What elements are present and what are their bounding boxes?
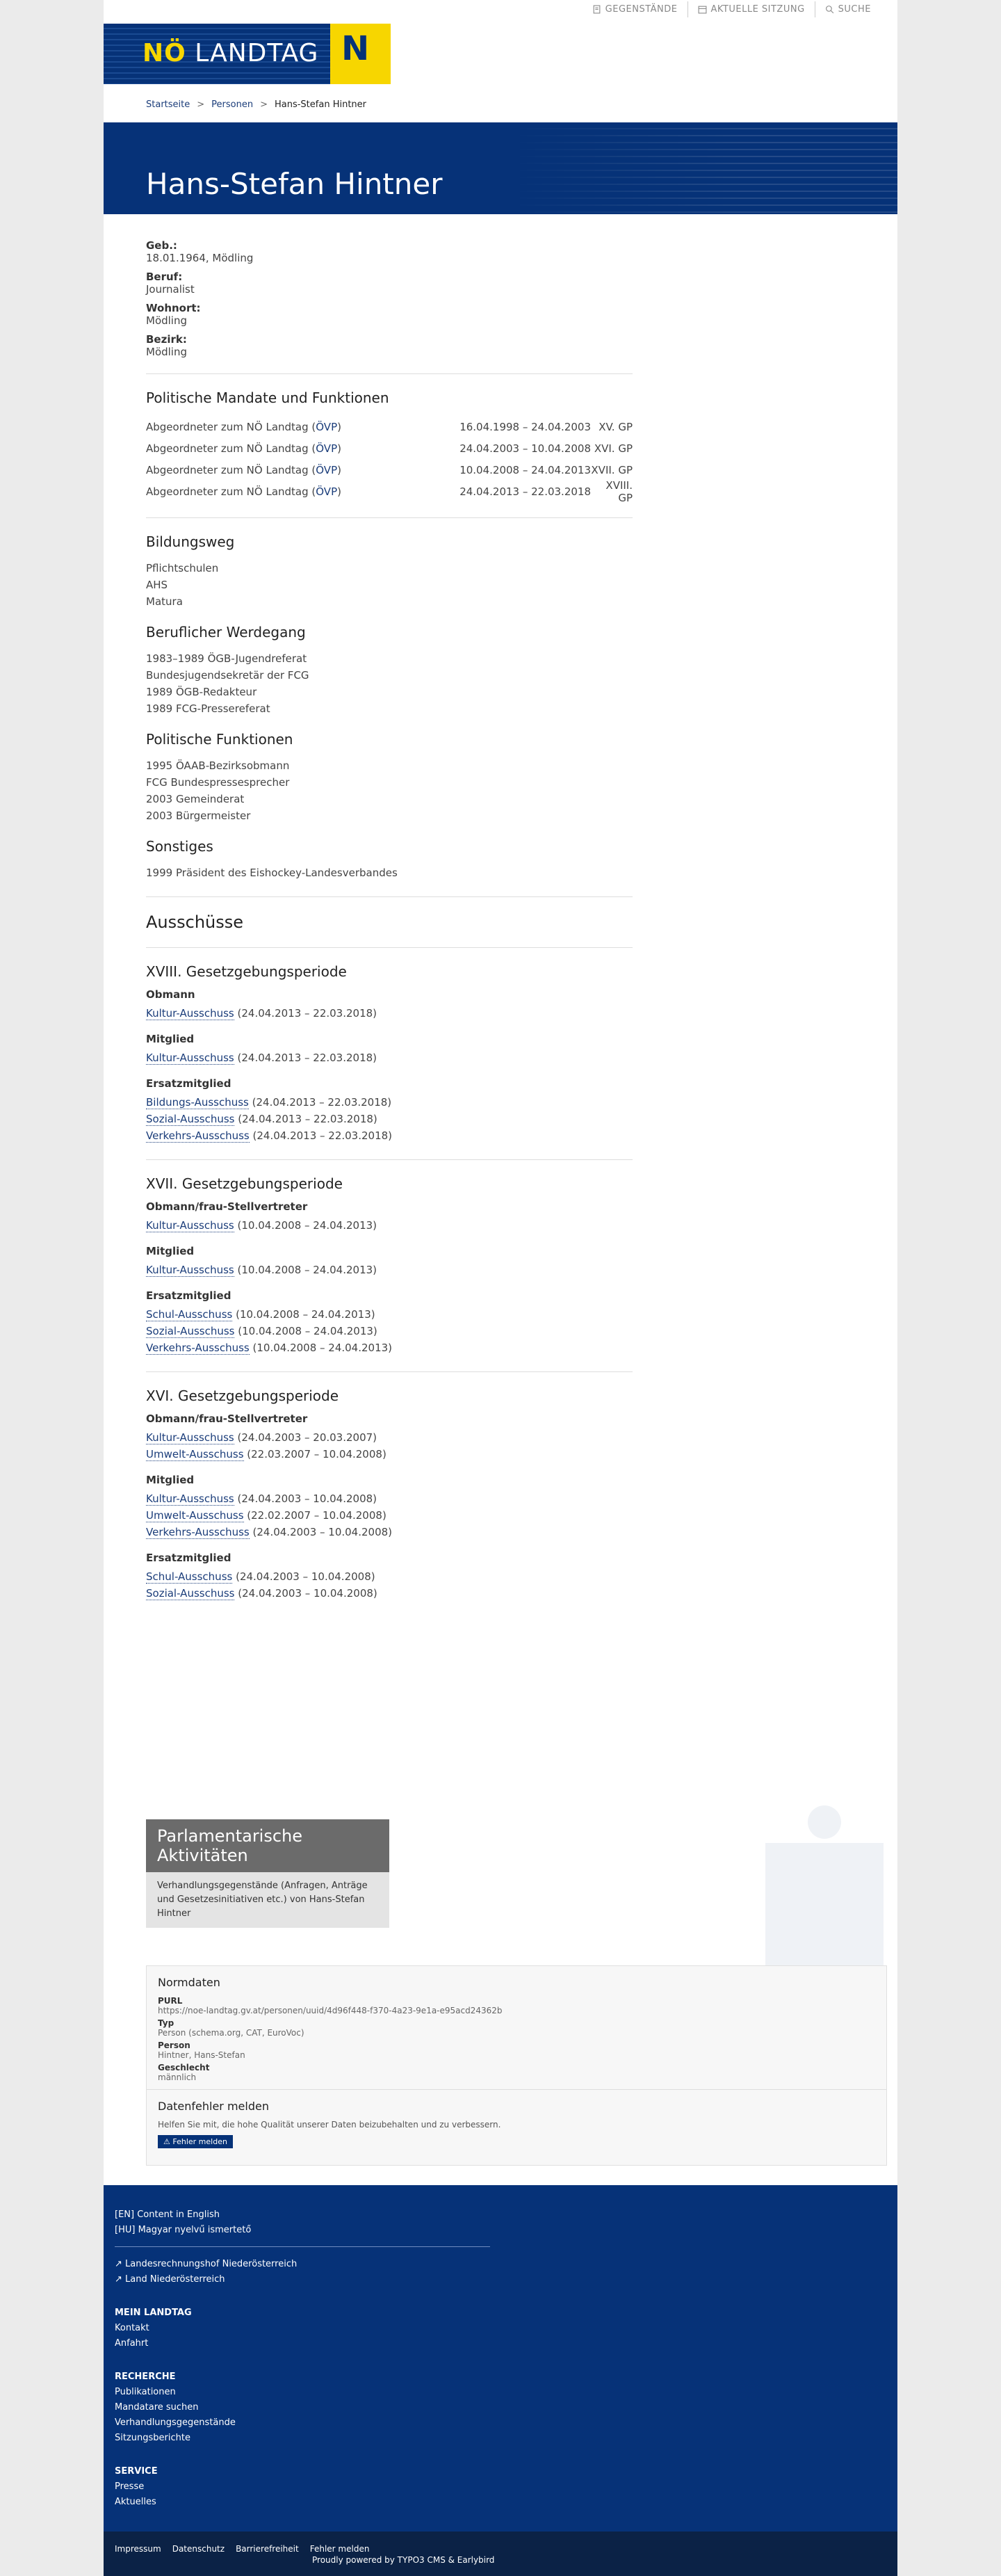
divider bbox=[146, 1371, 633, 1372]
committee-dates: (24.04.2003 – 10.04.2008) bbox=[234, 1587, 377, 1600]
committee-entry bbox=[146, 1585, 633, 1602]
bio-section bbox=[146, 731, 633, 824]
committee-dates: (24.04.2003 – 10.04.2008) bbox=[249, 1526, 393, 1538]
divider bbox=[146, 1159, 633, 1160]
bio-item: 2003 Gemeinderat bbox=[146, 793, 245, 805]
committee-period bbox=[146, 963, 633, 1144]
committee-entry bbox=[146, 1005, 633, 1022]
divider bbox=[146, 947, 633, 948]
toplink-suche[interactable] bbox=[815, 1, 881, 17]
committee-dates: (24.04.2003 – 10.04.2008) bbox=[232, 1570, 375, 1583]
bio-item: AHS bbox=[146, 579, 168, 591]
mandate-paren: ) bbox=[337, 442, 341, 455]
parliamentary-activities-text: Verhandlungsgegenstände (Anfragen, Anträge und Gesetzesinitiativen etc.) von Hans-Stefan Hintner bbox=[146, 1872, 389, 1928]
footer-external-label: Land Niederösterreich bbox=[125, 2274, 225, 2285]
footer-link[interactable]: Publikationen bbox=[115, 2387, 176, 2397]
mandate-period: XV. GP bbox=[599, 420, 633, 433]
divider bbox=[147, 2089, 886, 2090]
breadcrumb-current: Hans-Stefan Hintner bbox=[274, 99, 366, 110]
committee-entry bbox=[146, 1094, 633, 1111]
committee-link[interactable]: Verkehrs-Ausschuss bbox=[146, 1129, 250, 1142]
mandate-dates: 24.04.2013 – 22.03.2018 bbox=[459, 485, 591, 498]
report-error-title: Datenfehler melden bbox=[158, 2100, 269, 2113]
committee-link[interactable]: Verkehrs-Ausschuss bbox=[146, 1342, 250, 1354]
banner-lines bbox=[508, 122, 897, 214]
mandate-paren: ) bbox=[337, 463, 341, 476]
committee-role: Mitglied bbox=[146, 1033, 195, 1045]
committee-role: Mitglied bbox=[146, 1245, 195, 1257]
committee-dates: (22.02.2007 – 10.04.2008) bbox=[243, 1509, 386, 1522]
committee-dates: (24.04.2013 – 22.03.2018) bbox=[234, 1052, 377, 1064]
footer-link[interactable]: Aktuelles bbox=[115, 2497, 156, 2507]
committee-link[interactable]: Kultur-Ausschuss bbox=[146, 1492, 234, 1505]
footer bbox=[104, 2185, 897, 2531]
committee-link[interactable]: Umwelt-Ausschuss bbox=[146, 1448, 244, 1460]
footer-section-title: MEIN LANDTAG bbox=[115, 2308, 192, 2318]
committee-entry bbox=[146, 1524, 633, 1540]
footer-bottom-bar bbox=[104, 2531, 897, 2576]
fact-value: Mödling bbox=[146, 346, 188, 358]
committee-dates: (10.04.2008 – 24.04.2013) bbox=[232, 1308, 375, 1321]
document-icon bbox=[592, 5, 601, 14]
bottom-link[interactable]: Barrierefreiheit bbox=[236, 2544, 299, 2554]
normdaten-key: PURL bbox=[158, 1996, 183, 2006]
mandate-title bbox=[146, 442, 438, 455]
toplink-aktuelle-sitzung[interactable] bbox=[687, 1, 815, 17]
bio-item: Pflichtschulen bbox=[146, 562, 219, 574]
mandate-period: XVIII. GP bbox=[605, 478, 633, 504]
committee-link[interactable]: Kultur-Ausschuss bbox=[146, 1219, 234, 1232]
period-heading: XVIII. Gesetzgebungsperiode bbox=[146, 963, 347, 980]
mandate-period: XVII. GP bbox=[591, 463, 633, 476]
committee-entry bbox=[146, 1111, 633, 1127]
logo-text bbox=[143, 39, 318, 67]
normdaten-fields bbox=[158, 1996, 875, 2082]
normdaten-value: Person (schema.org, CAT, EuroVoc) bbox=[158, 2028, 304, 2038]
committee-dates: (24.04.2013 – 22.03.2018) bbox=[248, 1096, 392, 1109]
committee-entry bbox=[146, 1339, 633, 1356]
committee-link[interactable]: Umwelt-Ausschuss bbox=[146, 1509, 244, 1522]
committee-link[interactable]: Kultur-Ausschuss bbox=[146, 1264, 234, 1276]
calendar-icon bbox=[698, 5, 707, 14]
bio-heading: Sonstiges bbox=[146, 838, 213, 855]
mandate-dates: 10.04.2008 – 24.04.2013 bbox=[459, 463, 591, 476]
normdaten-value: männlich bbox=[158, 2072, 197, 2082]
bio-item: Matura bbox=[146, 595, 183, 608]
logo-prefix: NÖ bbox=[143, 39, 186, 67]
parliamentary-activities-title: Parlamentarische Aktivitäten bbox=[146, 1819, 389, 1872]
committees-heading: Ausschüsse bbox=[146, 912, 244, 932]
main-content bbox=[146, 239, 633, 1602]
mandate-title bbox=[146, 464, 438, 476]
committee-entry bbox=[146, 1127, 633, 1144]
site-logo[interactable] bbox=[104, 24, 391, 84]
committee-role: Ersatzmitglied bbox=[146, 1552, 231, 1564]
footer-links bbox=[115, 2207, 490, 2510]
normdaten-value: https://noe-landtag.gv.at/personen/uuid/4d96f448-f370-4a23-9e1a-e95acd24362b bbox=[158, 2006, 503, 2015]
committee-entry bbox=[146, 1323, 633, 1339]
mandate-period: XVI. GP bbox=[594, 442, 633, 455]
bottom-link[interactable]: Fehler melden bbox=[309, 2544, 370, 2554]
toplink-label: SUCHE bbox=[838, 4, 871, 15]
footer-link[interactable]: Mandatare suchen bbox=[115, 2402, 199, 2413]
committee-dates: (10.04.2008 – 24.04.2013) bbox=[249, 1342, 393, 1354]
committee-dates: (10.04.2008 – 24.04.2013) bbox=[234, 1325, 377, 1337]
committee-role: Ersatzmitglied bbox=[146, 1289, 231, 1302]
logo-word: LANDTAG bbox=[195, 39, 319, 67]
mandate-row bbox=[146, 478, 633, 504]
footer-link[interactable]: Presse bbox=[115, 2481, 145, 2492]
report-error-text: Helfen Sie mit, die hohe Qualität unserer Daten beizubehalten und zu verbessern. bbox=[158, 2120, 501, 2130]
breadcrumb-separator: > bbox=[197, 99, 205, 110]
toplink-label: AKTUELLE SITZUNG bbox=[710, 4, 805, 15]
committee-link[interactable]: Sozial-Ausschuss bbox=[146, 1113, 235, 1125]
divider bbox=[146, 373, 633, 374]
mandate-text: Abgeordneter zum NÖ Landtag ( bbox=[146, 485, 316, 498]
committee-link[interactable]: Kultur-Ausschuss bbox=[146, 1052, 234, 1064]
bio-item: 1995 ÖAAB-Bezirksobmann bbox=[146, 759, 290, 772]
committee-link[interactable]: Schul-Ausschuss bbox=[146, 1308, 233, 1321]
party-link[interactable]: ÖVP bbox=[316, 463, 338, 476]
committee-role: Obmann/frau-Stellvertreter bbox=[146, 1412, 308, 1425]
committees-list bbox=[146, 963, 633, 1602]
mandate-title bbox=[146, 421, 438, 433]
committee-entry bbox=[146, 1490, 633, 1507]
footer-lang-link[interactable]: [EN] Content in English bbox=[115, 2209, 220, 2220]
fact-label: Beruf: bbox=[146, 271, 183, 283]
normdaten-key: Geschlecht bbox=[158, 2063, 210, 2072]
breadcrumb-home[interactable]: Startseite bbox=[146, 99, 190, 110]
page bbox=[104, 0, 897, 2576]
committee-link[interactable]: Sozial-Ausschuss bbox=[146, 1325, 235, 1337]
bottom-links bbox=[115, 2544, 369, 2554]
footer-section-title: SERVICE bbox=[115, 2466, 158, 2477]
committee-entry bbox=[146, 1446, 633, 1463]
bio-item: FCG Bundespressesprecher bbox=[146, 776, 290, 789]
mandates-list bbox=[146, 416, 633, 502]
footer-link[interactable]: Verhandlungsgegenstände bbox=[115, 2417, 236, 2428]
footer-external-label: Landesrechnungshof Niederösterreich bbox=[125, 2259, 298, 2269]
committee-period bbox=[146, 1175, 633, 1356]
bio-item: 1989 FCG-Pressereferat bbox=[146, 702, 270, 715]
search-icon bbox=[825, 5, 834, 14]
footer-external-link[interactable] bbox=[115, 2257, 490, 2272]
fact-label: Bezirk: bbox=[146, 333, 187, 346]
breadcrumb bbox=[146, 99, 366, 110]
committee-entry bbox=[146, 1507, 633, 1524]
committee-link[interactable]: Schul-Ausschuss bbox=[146, 1570, 233, 1583]
external-link-icon: ↗ bbox=[115, 2274, 126, 2285]
committee-period bbox=[146, 1387, 633, 1602]
toplink-label: GEGENSTÄNDE bbox=[605, 4, 678, 15]
committee-entry bbox=[146, 1568, 633, 1585]
committee-entry bbox=[146, 1429, 633, 1446]
committee-entry bbox=[146, 1217, 633, 1234]
divider bbox=[146, 517, 633, 518]
fact-label: Wohnort: bbox=[146, 302, 201, 314]
bio-section bbox=[146, 624, 633, 717]
footer-link[interactable]: Sitzungsberichte bbox=[115, 2433, 190, 2443]
page-header-banner bbox=[104, 122, 897, 214]
bio-heading: Politische Funktionen bbox=[146, 731, 293, 748]
committee-dates: (24.04.2003 – 10.04.2008) bbox=[234, 1492, 377, 1505]
committee-dates: (10.04.2008 – 24.04.2013) bbox=[234, 1219, 377, 1232]
committee-dates: (22.03.2007 – 10.04.2008) bbox=[243, 1448, 386, 1460]
warning-icon: ⚠ bbox=[163, 2137, 173, 2146]
bio-sections bbox=[146, 533, 633, 881]
toplink-gegenstaende[interactable] bbox=[583, 1, 687, 17]
footer-section-title: RECHERCHE bbox=[115, 2372, 176, 2382]
breadcrumb-personen[interactable]: Personen bbox=[211, 99, 254, 110]
normdaten-box bbox=[146, 1965, 887, 2166]
committee-dates: (24.04.2013 – 22.03.2018) bbox=[234, 1113, 377, 1125]
mandate-text: Abgeordneter zum NÖ Landtag ( bbox=[146, 420, 316, 433]
committee-role: Obmann/frau-Stellvertreter bbox=[146, 1200, 308, 1213]
parliamentary-activities-box[interactable] bbox=[146, 1819, 389, 1928]
fact-value: Journalist bbox=[146, 283, 195, 296]
mandate-dates: 24.04.2003 – 10.04.2008 bbox=[459, 442, 591, 455]
bio-section bbox=[146, 838, 633, 881]
mandate-row bbox=[146, 437, 633, 459]
committee-link[interactable]: Bildungs-Ausschuss bbox=[146, 1096, 249, 1109]
party-link[interactable]: ÖVP bbox=[316, 442, 338, 455]
top-links bbox=[583, 1, 881, 17]
committee-role: Mitglied bbox=[146, 1474, 195, 1486]
fact-label: Geb.: bbox=[146, 239, 177, 252]
period-heading: XVI. Gesetzgebungsperiode bbox=[146, 1387, 339, 1404]
divider bbox=[146, 896, 633, 897]
footer-lang-link[interactable]: [HU] Magyar nyelvű ismertető bbox=[115, 2225, 252, 2235]
footer-divider bbox=[115, 2246, 490, 2247]
committee-link[interactable]: Sozial-Ausschuss bbox=[146, 1587, 235, 1600]
committee-entry bbox=[146, 1049, 633, 1066]
bio-item: 1999 Präsident des Eishockey-Landesverbandes bbox=[146, 867, 398, 879]
fact-value: Mödling bbox=[146, 314, 188, 327]
external-link-icon: ↗ bbox=[115, 2259, 126, 2269]
mandate-text: Abgeordneter zum NÖ Landtag ( bbox=[146, 463, 316, 476]
powered-by: Proudly powered by TYPO3 CMS & Earlybird bbox=[312, 2555, 495, 2565]
mandate-title bbox=[146, 485, 438, 498]
bio-item: 2003 Bürgermeister bbox=[146, 810, 251, 822]
report-error-label: Fehler melden bbox=[172, 2137, 227, 2146]
committee-entry bbox=[146, 1306, 633, 1323]
bio-heading: Beruflicher Werdegang bbox=[146, 624, 306, 641]
mandate-row bbox=[146, 459, 633, 481]
mandate-paren: ) bbox=[337, 420, 341, 433]
committee-role: Ersatzmitglied bbox=[146, 1077, 231, 1090]
committee-entry bbox=[146, 1262, 633, 1278]
logo-badge-letter: N bbox=[341, 29, 370, 68]
mandate-paren: ) bbox=[337, 485, 341, 498]
party-link[interactable]: ÖVP bbox=[316, 485, 338, 498]
mandate-dates: 16.04.1998 – 24.04.2003 bbox=[459, 420, 591, 433]
committee-link[interactable]: Verkehrs-Ausschuss bbox=[146, 1526, 250, 1538]
bottom-link[interactable]: Datenschutz bbox=[172, 2544, 225, 2554]
committee-dates: (10.04.2008 – 24.04.2013) bbox=[234, 1264, 377, 1276]
breadcrumb-separator: > bbox=[260, 99, 268, 110]
footer-external-link[interactable] bbox=[115, 2272, 490, 2287]
party-link[interactable]: ÖVP bbox=[316, 420, 338, 433]
bio-heading: Bildungsweg bbox=[146, 533, 235, 550]
committee-role: Obmann bbox=[146, 988, 195, 1001]
committee-link[interactable]: Kultur-Ausschuss bbox=[146, 1007, 234, 1020]
committee-dates: (24.04.2013 – 22.03.2018) bbox=[249, 1129, 393, 1142]
report-error-button[interactable] bbox=[158, 2135, 233, 2148]
page-title: Hans-Stefan Hintner bbox=[146, 167, 443, 201]
footer-link[interactable]: Kontakt bbox=[115, 2323, 149, 2333]
footer-link[interactable]: Anfahrt bbox=[115, 2338, 149, 2349]
committee-dates: (24.04.2013 – 22.03.2018) bbox=[234, 1007, 377, 1020]
committee-link[interactable]: Kultur-Ausschuss bbox=[146, 1431, 234, 1444]
mandate-text: Abgeordneter zum NÖ Landtag ( bbox=[146, 442, 316, 455]
bio-item: 1989 ÖGB-Redakteur bbox=[146, 686, 257, 698]
mandate-row bbox=[146, 416, 633, 437]
bottom-link[interactable]: Impressum bbox=[115, 2544, 161, 2554]
bio-section bbox=[146, 533, 633, 610]
logo-badge-icon bbox=[330, 24, 391, 84]
normdaten-key: Person bbox=[158, 2040, 190, 2050]
period-heading: XVII. Gesetzgebungsperiode bbox=[146, 1175, 343, 1192]
mandates-heading: Politische Mandate und Funktionen bbox=[146, 389, 389, 406]
committee-dates: (24.04.2003 – 20.03.2007) bbox=[234, 1431, 377, 1444]
normdaten-title: Normdaten bbox=[158, 1976, 220, 1989]
person-facts bbox=[146, 239, 633, 358]
bio-item: 1983–1989 ÖGB-Jugendreferat bbox=[146, 652, 307, 665]
bio-item: Bundesjugendsekretär der FCG bbox=[146, 669, 309, 682]
normdaten-key: Typ bbox=[158, 2018, 174, 2028]
normdaten-value: Hintner, Hans-Stefan bbox=[158, 2050, 245, 2060]
fact-value: 18.01.1964, Mödling bbox=[146, 252, 254, 264]
